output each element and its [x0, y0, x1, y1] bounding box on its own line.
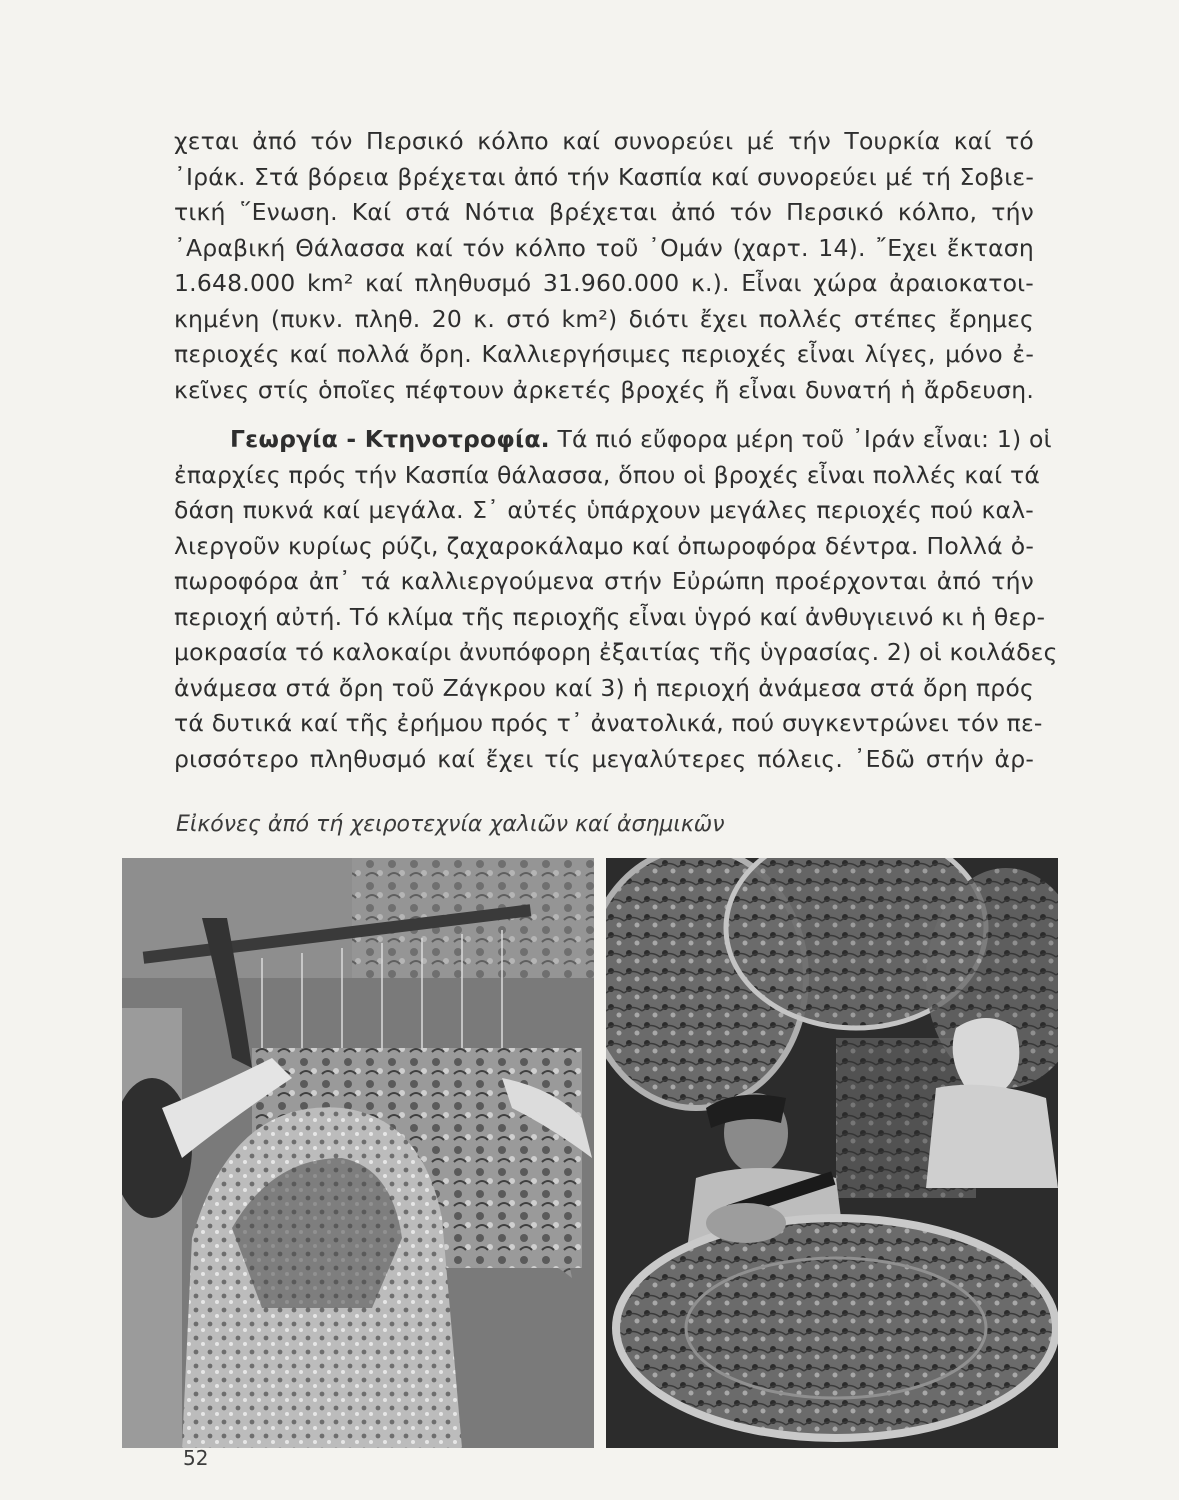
text-line: δάση πυκνά καί μεγάλα. Σ᾿ αὐτές ὑπάρχουν μεγάλες περιοχές πού καλ-	[174, 496, 1034, 524]
photo-silverware-crafting	[606, 858, 1058, 1448]
text-line: κημένη (πυκν. πληθ. 20 κ. στό km²) διότι ἔχει πολλές στέπες ἔρημες	[174, 304, 1034, 333]
text-line: ἐπαρχίες πρός τήν Κασπία θάλασσα, ὅπου οἱ βροχές εἶναι πολλές καί τά	[174, 460, 1041, 489]
text-line: μοκρασία τό καλοκαίρι ἀνυπόφορη ἐξαιτίας τῆς ὑγρασίας. 2) οἱ κοιλάδες	[174, 638, 1058, 666]
section-heading: Γεωργία - Κτηνοτροφία.	[230, 425, 550, 453]
text-line: τική ῞Ενωση. Καί στά Νότια βρέχεται ἀπό τόν Περσικό κόλπο, τήν	[174, 198, 1034, 226]
photo-carpet-weaving	[122, 858, 594, 1448]
text-line: περιοχή αὐτή. Τό κλίμα τῆς περιοχῆς εἶναι ὑγρό καί ἀνθυγιεινό κι ἡ θερ-	[174, 602, 1046, 631]
text-line: ᾿Ιράκ. Στά βόρεια βρέχεται ἀπό τήν Κασπία καί συνορεύει μέ τή Σοβιε-	[174, 162, 1034, 191]
text-line: περιοχές καί πολλά ὄρη. Καλλιεργήσιμες περιοχές εἶναι λίγες, μόνο ἐ-	[174, 340, 1034, 368]
page-number: 52	[183, 1446, 209, 1470]
text-line-heading	[174, 422, 1052, 458]
silverware-crafting-image	[606, 858, 1058, 1448]
text-line: λιεργοῦν κυρίως ρύζι, ζαχαροκάλαμο καί ὀπωροφόρα δέντρα. Πολλά ὀ-	[174, 531, 1034, 560]
text-line: πωροφόρα ἀπ᾿ τά καλλιεργούμενα στήν Εὐρώπη προέρχονται ἀπό τήν	[174, 567, 1034, 595]
carpet-weaving-image	[122, 858, 594, 1448]
text-line: ρισσότερο πληθυσμό καί ἔχει τίς μεγαλύτερες πόλεις. ᾿Εδῶ στήν ἀρ-	[174, 744, 1034, 773]
figure-caption: Εἰκόνες ἀπό τή χειροτεχνία χαλιῶν καί ἀσημικῶν	[176, 812, 725, 837]
text-line: ἀνάμεσα στά ὄρη τοῦ Ζάγκρου καί 3) ἡ περιοχή ἀνάμεσα στά ὄρη πρός	[174, 673, 1034, 702]
heading-continuation: Τά πιό εὔφορα μέρη τοῦ ᾿Ιράν εἶναι: 1) οἱ	[557, 425, 1052, 453]
text-line: τά δυτικά καί τῆς ἐρήμου πρός τ᾿ ἀνατολικά, πού συγκεντρώνει τόν πε-	[174, 709, 1043, 737]
text-line: ᾿Αραβική Θάλασσα καί τόν κόλπο τοῦ ᾿Ομάν (χαρτ. 14). ῎Εχει ἔκταση	[174, 233, 1034, 262]
text-line: κεῖνες στίς ὁποῖες πέφτουν ἀρκετές βροχές ἤ εἶναι δυνατή ἡ ἄρδευση.	[174, 375, 1034, 404]
paragraph-gap	[174, 408, 1034, 422]
text-line: χεται ἀπό τόν Περσικό κόλπο καί συνορεύει μέ τήν Τουρκία καί τό	[174, 127, 1034, 155]
text-line: 1.648.000 km² καί πληθυσμό 31.960.000 κ.). Εἶναι χώρα ἀραιοκατοι-	[174, 269, 1034, 297]
body-text	[174, 124, 1058, 777]
